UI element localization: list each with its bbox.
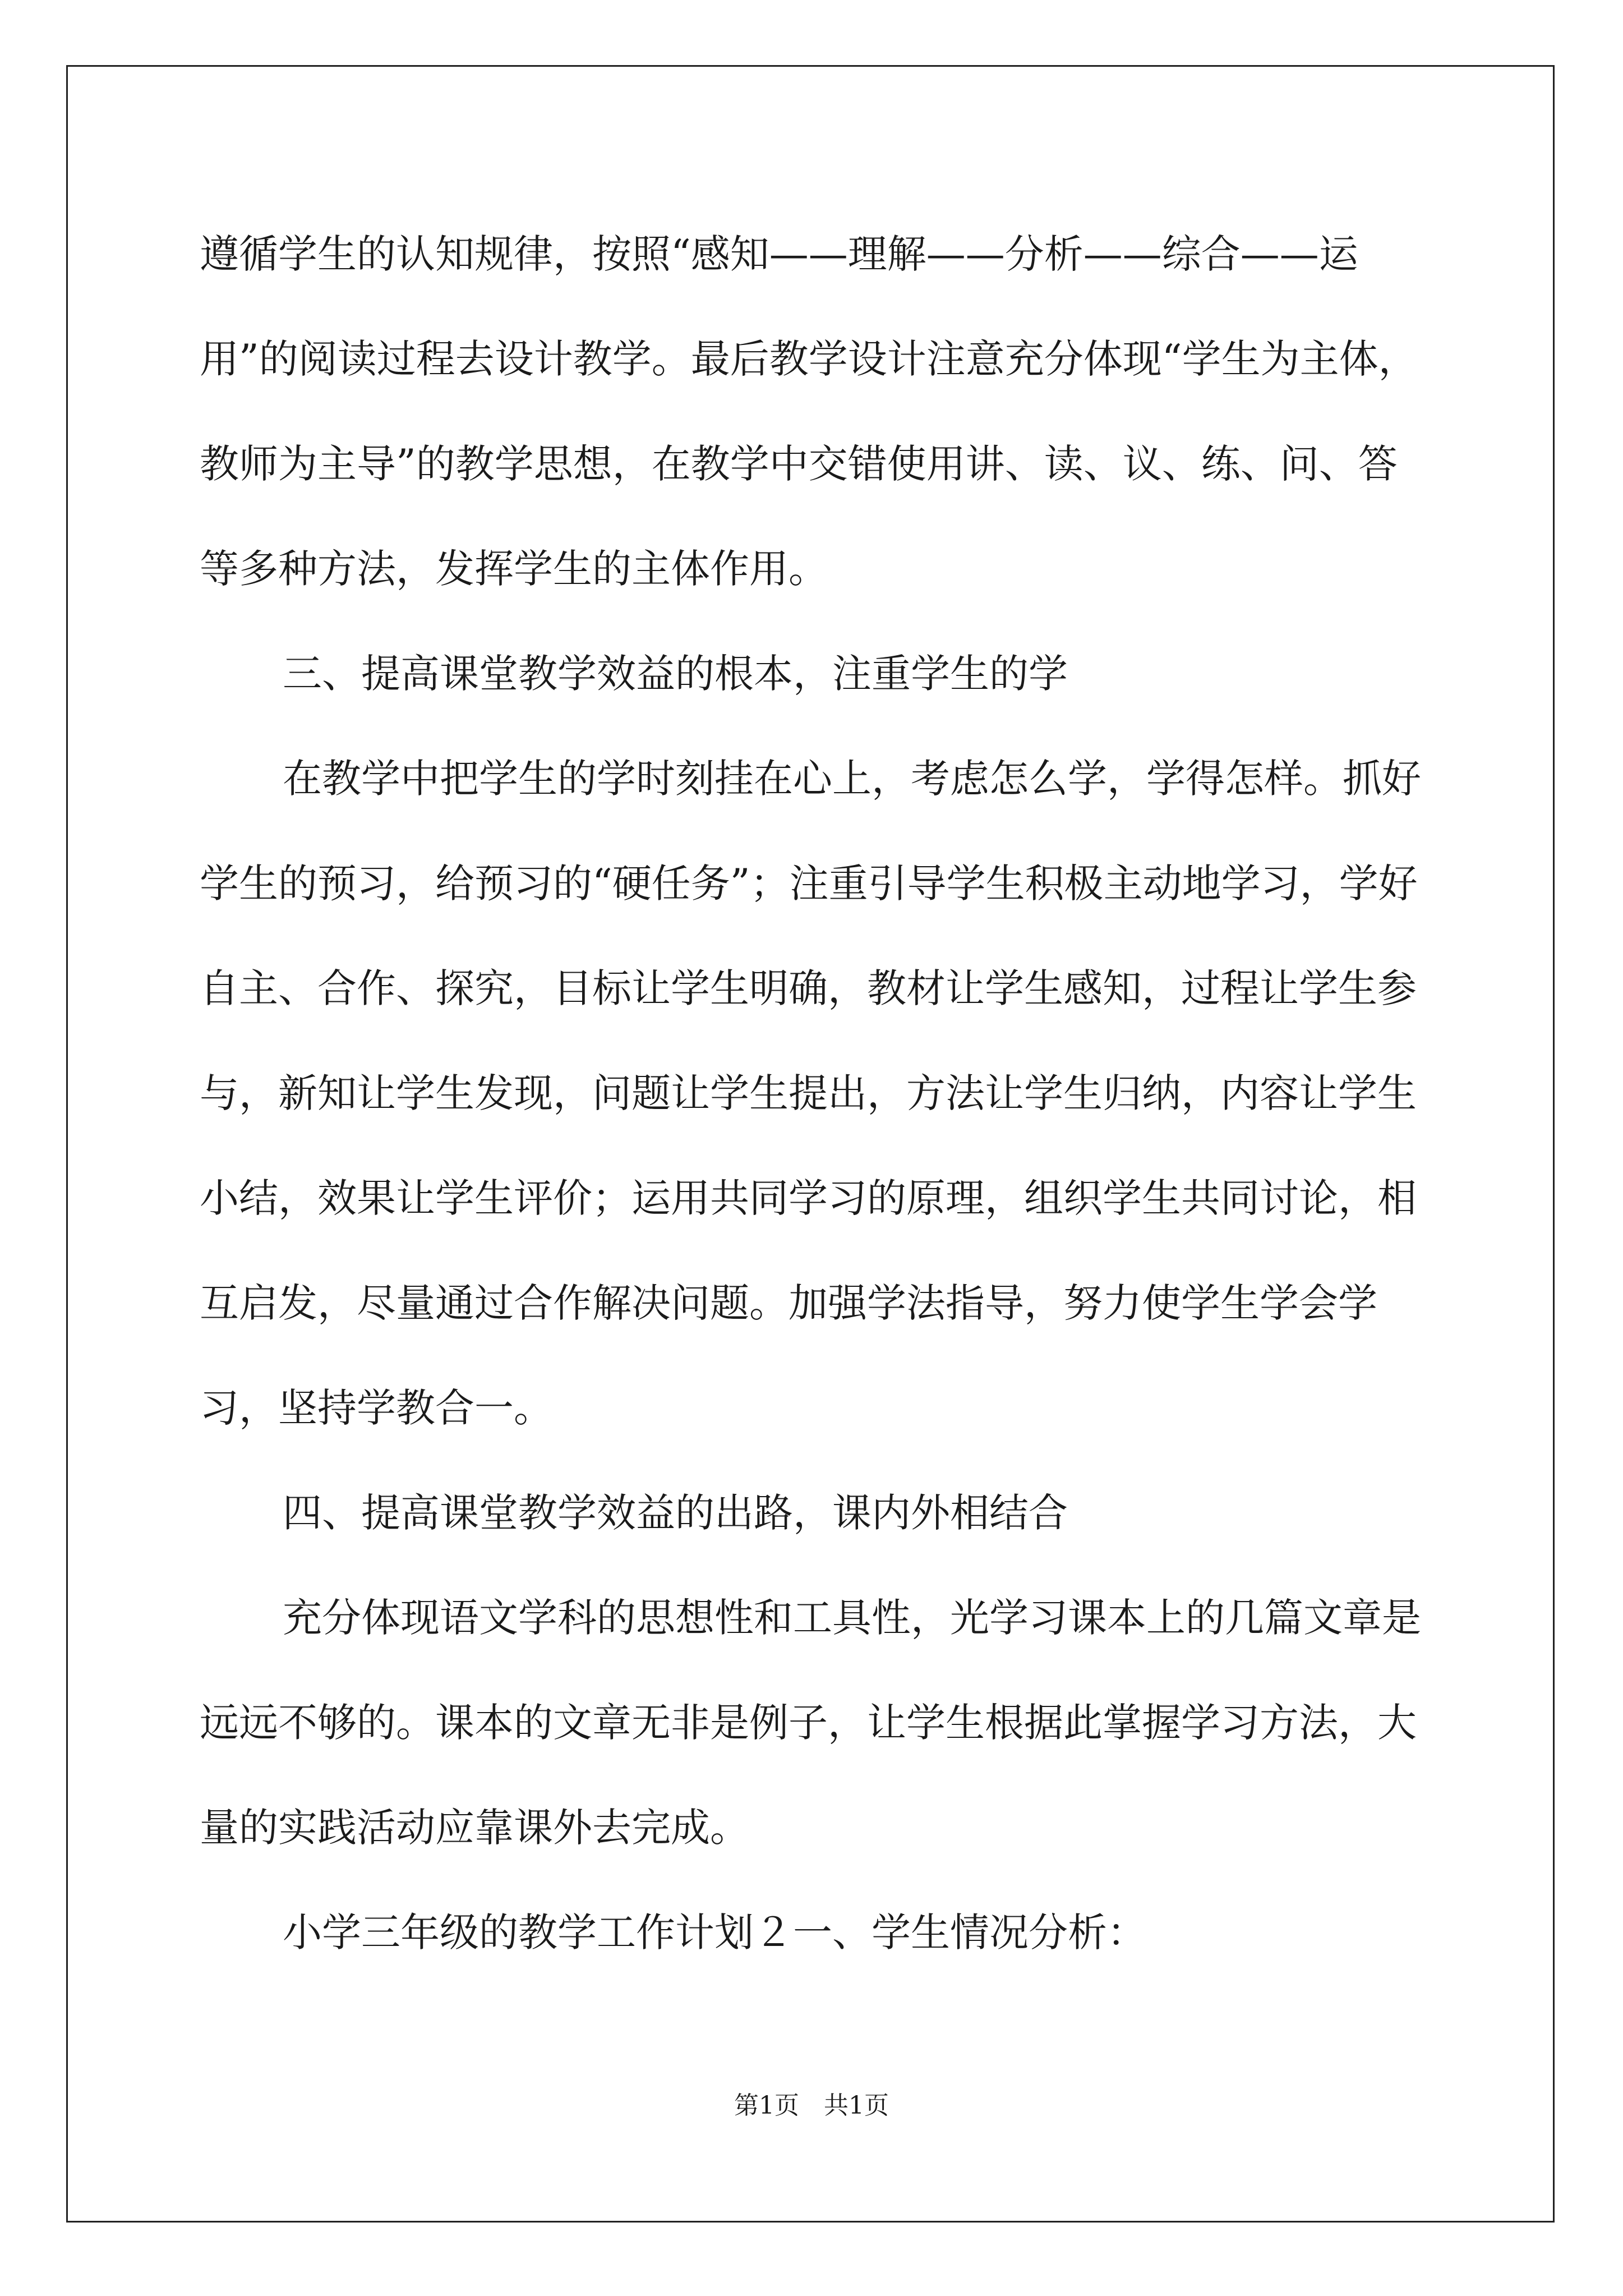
paragraph-4: 小学三年级的教学工作计划２一、学生情况分析： [283,1910,1146,1955]
paragraph-2: 在教学中把学生的学时刻挂在心上，考虑怎么学，学得怎样。抓好学生的预习，给预习的“硬任务”；注重引导学生积极主动地学习，学好自主、合作、探究，目标让学生明确，教材让学生感知，过程让学生参与，新知让学生发现，问题让学生提出，方法让学生归纳，内容让学生小结，效果让学生评价；运用共同学习的原理，组织学生共同讨论，相互启发，尽量通过合作解决问题。加强学法指导，努力使学生学会学习，坚持学教合一。 [200,756,1421,1431]
section-heading-4: 四、提高课堂教学效益的出路，课内外相结合 [283,1490,1068,1536]
page-footer [0,2085,1623,2121]
paragraph-3: 充分体现语文学科的思想性和工具性，光学习课本上的几篇文章是远远不够的。课本的文章无非是例子，让学生根据此掌握学习方法，大量的实践活动应靠课外去完成。 [200,1595,1421,1851]
page-total: 共1页 [824,2091,889,2120]
page-number: 第1页 [734,2091,799,2120]
paragraph-1: 遵循学生的认知规律，按照“感知——理解——分析——综合——运用”的阅读过程去设计教学。最后教学设计注意充分体现“学生为主体，教师为主导”的教学思想，在教学中交错使用讲、读、议、练、问、答等多种方法，发挥学生的主体作用。 [200,231,1418,592]
document-body [200,202,1433,1985]
section-heading-3: 三、提高课堂教学效益的根本，注重学生的学 [283,651,1068,697]
